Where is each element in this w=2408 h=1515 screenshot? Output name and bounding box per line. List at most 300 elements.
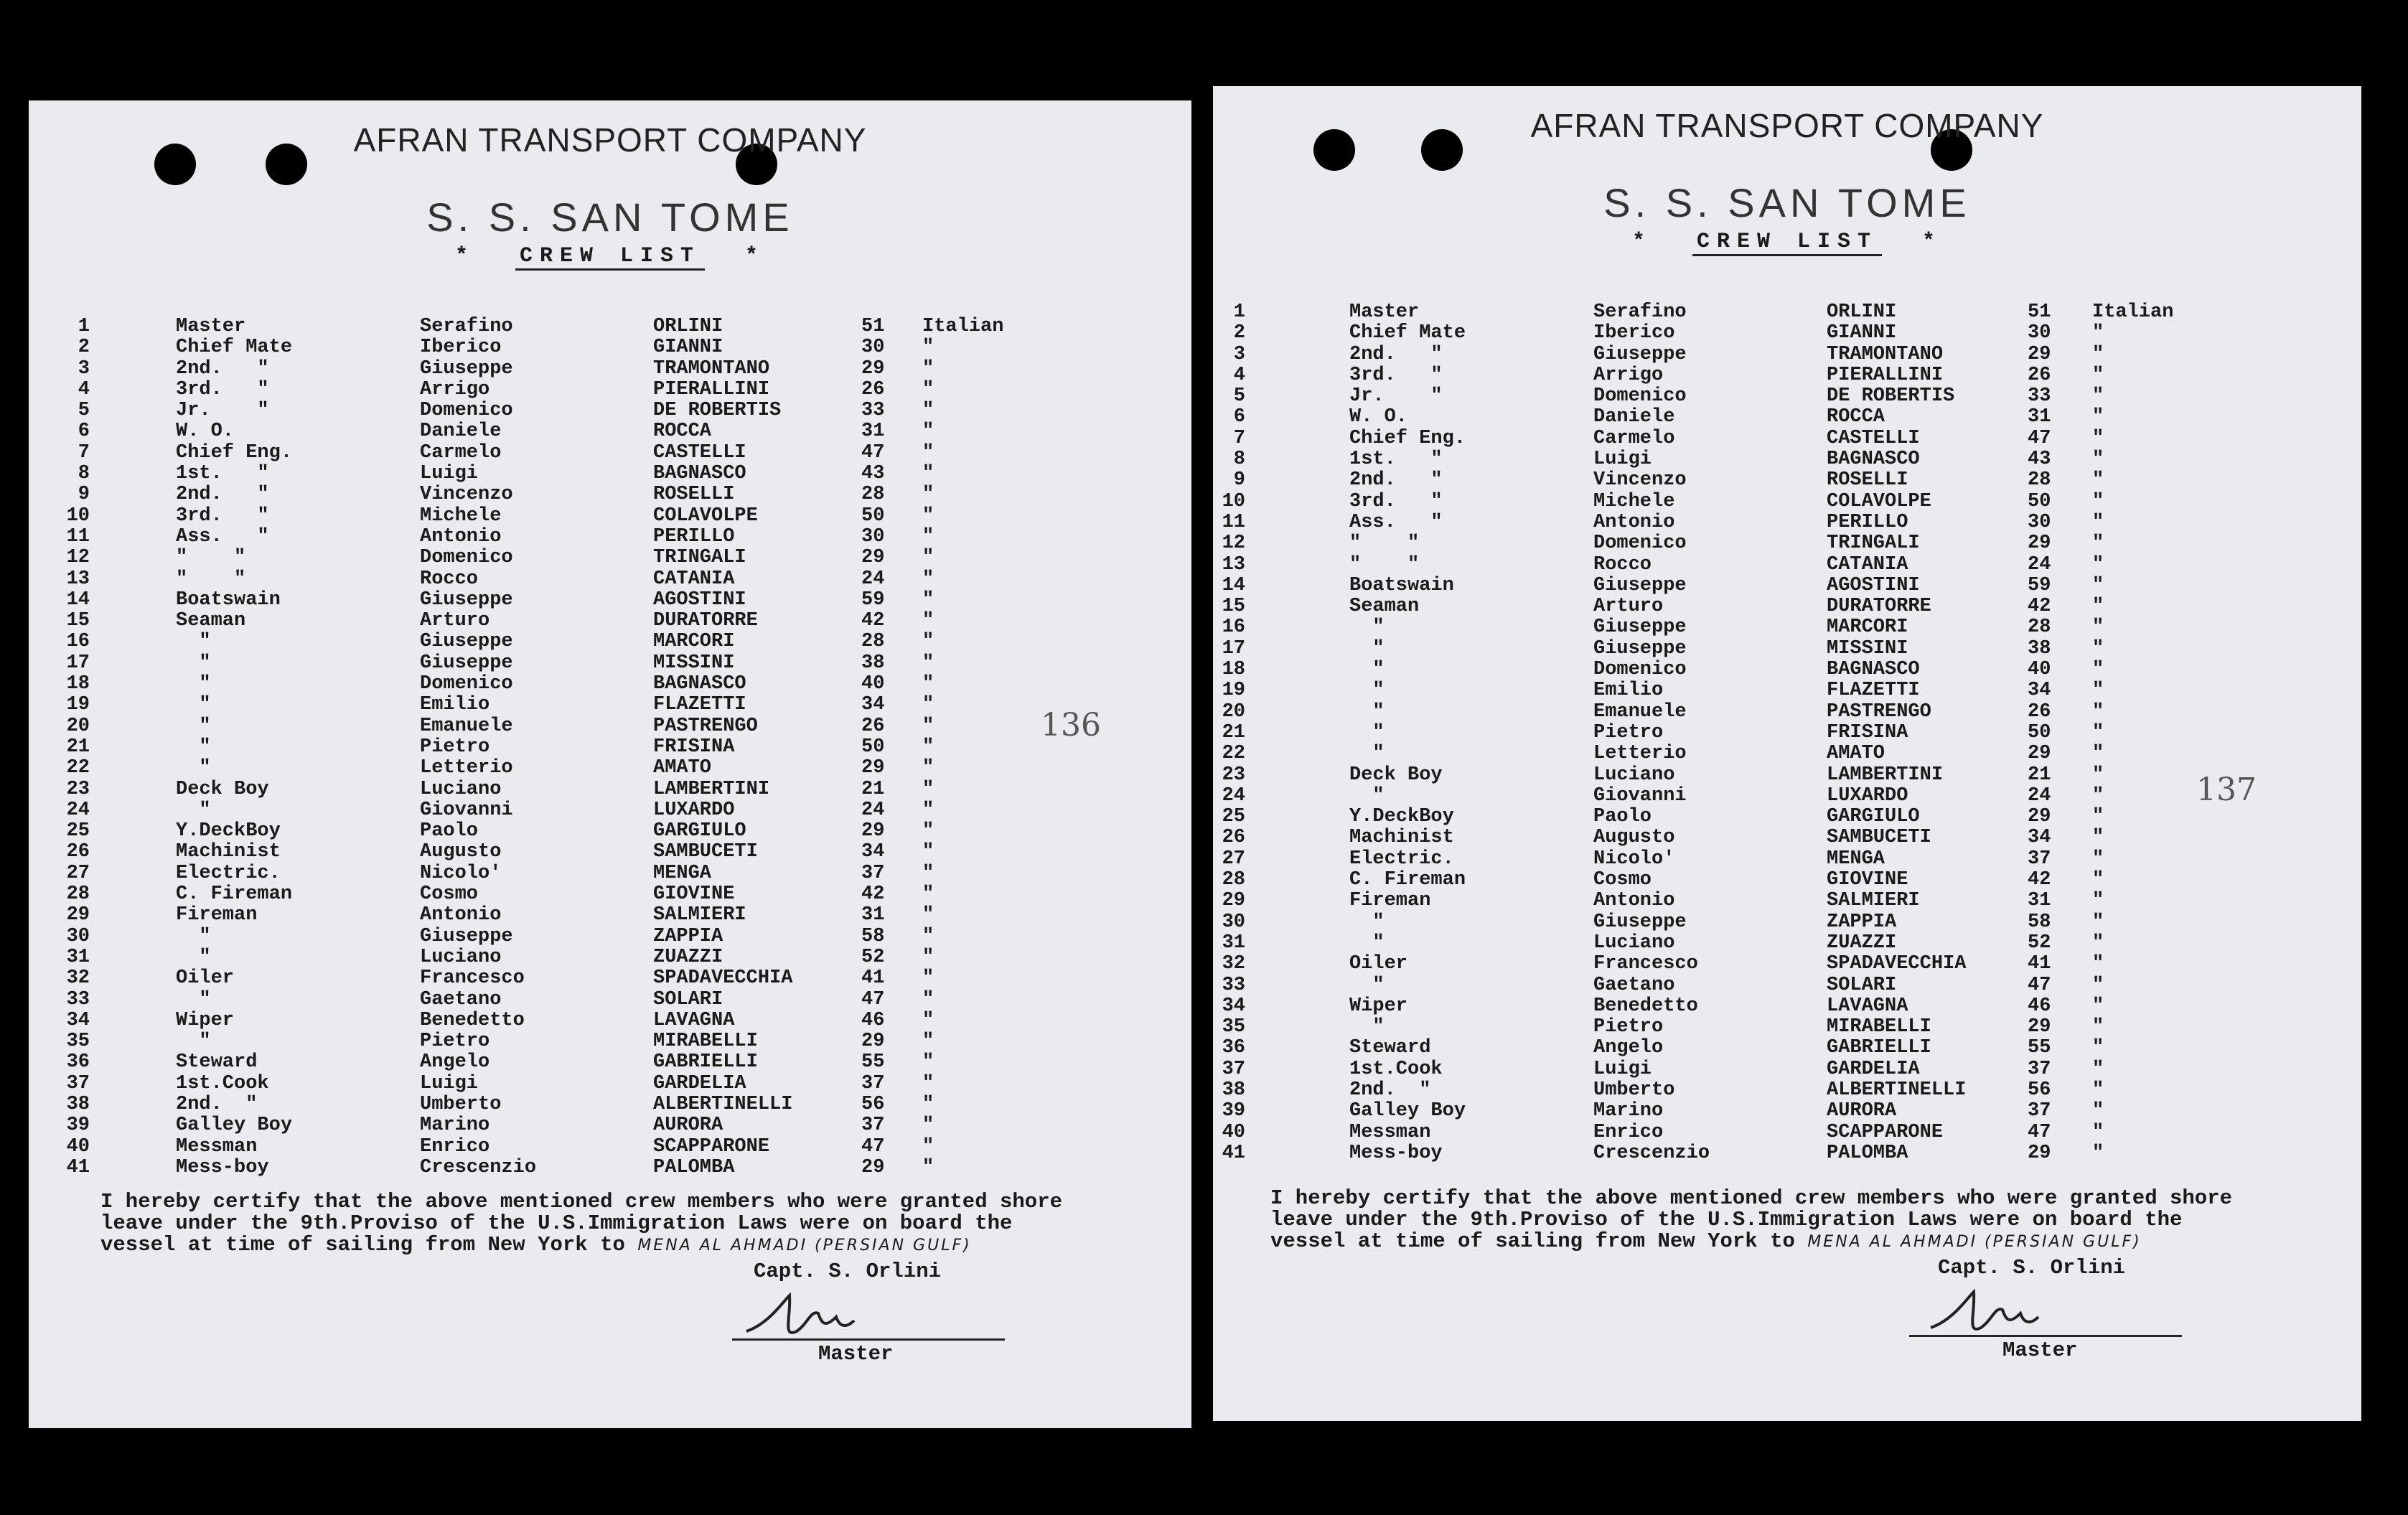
table-row <box>29 379 1191 400</box>
table-row <box>1213 975 2361 995</box>
crew-number: 33 <box>1222 974 1245 996</box>
crew-first-name: Domenico <box>1593 385 1687 408</box>
crew-rank: 2nd. " <box>1349 1079 1431 1101</box>
crew-age: 29 <box>2028 743 2051 765</box>
crew-first-name: Serafino <box>420 316 513 337</box>
crew-age: 28 <box>2028 616 2051 639</box>
table-row <box>1213 1016 2361 1037</box>
crew-number: 20 <box>66 715 90 737</box>
crew-rank: Boatswain <box>176 588 281 611</box>
crew-number: 7 <box>78 441 90 464</box>
table-row <box>29 1115 1191 1135</box>
table-row <box>1213 890 2361 911</box>
table-row <box>29 337 1191 357</box>
crew-surname: PALOMBA <box>653 1156 735 1178</box>
crew-surname: PIERALLINI <box>653 378 770 400</box>
crew-number: 36 <box>1222 1037 1245 1059</box>
crew-surname: SALMIERI <box>1827 890 1920 912</box>
crew-number: 24 <box>1222 784 1245 807</box>
crew-first-name: Letterio <box>420 757 513 779</box>
table-row <box>1213 512 2361 533</box>
crew-rank: Oiler <box>176 967 235 990</box>
company-name: AFRAN TRANSPORT COMPANY <box>353 121 867 159</box>
crew-surname: PALOMBA <box>1827 1142 1908 1164</box>
crew-first-name: Francesco <box>1593 953 1698 975</box>
crew-surname: FLAZETTI <box>653 694 746 716</box>
crew-number: 32 <box>1222 953 1245 975</box>
crew-number: 5 <box>1233 385 1245 408</box>
crew-surname: MIRABELLI <box>1827 1016 1931 1038</box>
crew-first-name: Giuseppe <box>420 652 513 674</box>
table-row <box>29 673 1191 694</box>
handwritten-destination: MENA AL AHMADI (PERSIAN GULF) <box>1807 1233 2142 1251</box>
crew-age: 29 <box>861 547 885 569</box>
crew-age: 50 <box>2028 490 2051 512</box>
table-row <box>1213 785 2361 806</box>
table-row <box>29 757 1191 778</box>
crew-surname: BAGNASCO <box>1827 659 1920 681</box>
crew-number: 26 <box>1222 827 1245 849</box>
crew-first-name: Serafino <box>1593 301 1687 323</box>
crew-number: 32 <box>66 967 90 990</box>
crew-first-name: Luigi <box>420 463 479 485</box>
crew-surname: ALBERTINELLI <box>653 1093 793 1115</box>
table-row <box>29 1073 1191 1094</box>
crew-nationality: " <box>922 736 934 758</box>
table-row <box>1213 911 2361 932</box>
crew-first-name: Luigi <box>1593 449 1652 471</box>
table-row <box>1213 406 2361 427</box>
crew-rank: " <box>176 673 211 695</box>
crew-number: 37 <box>66 1072 90 1094</box>
crew-age: 43 <box>861 463 885 485</box>
crew-rank: 2nd. " <box>176 357 269 380</box>
table-row <box>29 799 1191 820</box>
crew-rank: " <box>176 631 211 653</box>
crew-first-name: Crescenzio <box>420 1156 537 1178</box>
master-label: Master <box>818 1342 894 1366</box>
crew-nationality: " <box>922 1051 934 1074</box>
table-row <box>29 1010 1191 1031</box>
company-name: AFRAN TRANSPORT COMPANY <box>1530 107 2044 144</box>
table-row <box>29 841 1191 862</box>
table-row <box>29 904 1191 925</box>
crew-nationality: " <box>922 547 934 569</box>
captain-name: Capt. S. Orlini <box>754 1260 942 1283</box>
table-row <box>29 1051 1191 1072</box>
crew-rank: 2nd. " <box>1349 469 1443 492</box>
crew-rank: " <box>1349 974 1385 996</box>
table-row <box>29 442 1191 463</box>
crew-number: 30 <box>1222 911 1245 933</box>
crew-number: 25 <box>66 820 90 843</box>
table-row <box>29 1094 1191 1115</box>
crew-first-name: Emilio <box>1593 680 1664 702</box>
crew-nationality: " <box>922 463 934 485</box>
crew-rank: Chief Eng. <box>176 441 293 464</box>
crew-number: 17 <box>66 652 90 674</box>
crew-surname: ROCCA <box>1827 406 1885 428</box>
crew-surname: SAMBUCETI <box>653 841 758 863</box>
list-title: * CREW LIST * <box>29 244 1191 268</box>
crew-first-name: Arrigo <box>1593 364 1664 386</box>
crew-age: 31 <box>861 904 885 927</box>
table-row <box>29 631 1191 652</box>
crew-surname: ZAPPIA <box>653 925 723 947</box>
crew-number: 4 <box>78 378 90 400</box>
signature-line <box>1909 1335 2182 1337</box>
crew-age: 56 <box>861 1093 885 1115</box>
crew-first-name: Giuseppe <box>1593 616 1687 639</box>
crew-surname: GARDELIA <box>653 1072 746 1094</box>
crew-nationality: " <box>2092 364 2104 386</box>
crew-rank: Chief Mate <box>176 337 293 359</box>
crew-age: 33 <box>861 400 885 422</box>
crew-rank: Ass. " <box>176 525 269 548</box>
crew-rank: " " <box>1349 533 1420 555</box>
crew-age: 50 <box>861 736 885 758</box>
crew-surname: DURATORRE <box>653 610 758 632</box>
crew-rank: Machinist <box>1349 827 1454 849</box>
crew-surname: BAGNASCO <box>1827 449 1920 471</box>
crew-age: 41 <box>861 967 885 990</box>
crew-rank: " <box>1349 616 1385 639</box>
crew-number: 22 <box>1222 743 1245 765</box>
crew-number: 14 <box>66 588 90 611</box>
crew-number: 1 <box>78 316 90 337</box>
crew-age: 42 <box>861 610 885 632</box>
crew-nationality: Italian <box>2092 301 2174 323</box>
table-row <box>29 316 1191 337</box>
crew-number: 23 <box>66 778 90 800</box>
crew-number: 25 <box>1222 806 1245 828</box>
crew-nationality: " <box>2092 743 2104 765</box>
crew-age: 29 <box>2028 533 2051 555</box>
crew-rank: Deck Boy <box>1349 764 1443 786</box>
crew-first-name: Domenico <box>420 673 513 695</box>
crew-rank: 3rd. " <box>1349 490 1443 512</box>
crew-number: 28 <box>1222 869 1245 891</box>
crew-rank: 1st.Cook <box>176 1072 269 1094</box>
crew-rank: Seaman <box>1349 596 1420 618</box>
crew-rank: Steward <box>176 1051 258 1074</box>
crew-nationality: " <box>2092 1079 2104 1101</box>
crew-rank: Ass. " <box>1349 511 1443 533</box>
table-row <box>1213 469 2361 490</box>
crew-surname: SALMIERI <box>653 904 746 927</box>
crew-surname: MISSINI <box>1827 637 1908 660</box>
crew-rank: Wiper <box>1349 995 1408 1017</box>
crew-surname: DE ROBERTIS <box>653 400 782 422</box>
table-row <box>1213 616 2361 637</box>
table-row <box>1213 953 2361 974</box>
crew-first-name: Luciano <box>1593 932 1675 954</box>
table-row <box>29 863 1191 883</box>
crew-age: 50 <box>2028 721 2051 744</box>
crew-age: 37 <box>2028 848 2051 870</box>
crew-number: 7 <box>1233 427 1245 449</box>
crew-first-name: Emanuele <box>420 715 513 737</box>
crew-age: 29 <box>2028 343 2051 365</box>
crew-age: 31 <box>861 421 885 443</box>
crew-number: 18 <box>66 673 90 695</box>
table-row <box>29 652 1191 673</box>
crew-rank: Master <box>176 316 246 337</box>
crew-nationality: " <box>922 568 934 590</box>
crew-first-name: Domenico <box>1593 659 1687 681</box>
crew-nationality: " <box>922 694 934 716</box>
crew-nationality: " <box>922 883 934 906</box>
crew-nationality: " <box>922 441 934 464</box>
crew-nationality: " <box>922 588 934 611</box>
crew-age: 47 <box>2028 427 2051 449</box>
crew-surname: TRINGALI <box>1827 533 1920 555</box>
table-row <box>29 694 1191 715</box>
crew-nationality: " <box>2092 953 2104 975</box>
crew-age: 29 <box>861 757 885 779</box>
table-row <box>29 610 1191 631</box>
crew-first-name: Pietro <box>1593 1016 1664 1038</box>
crew-nationality: " <box>2092 700 2104 723</box>
crew-rank: Oiler <box>1349 953 1408 975</box>
crew-surname: GARGIULO <box>653 820 746 843</box>
crew-age: 24 <box>2028 784 2051 807</box>
crew-nationality: " <box>922 1009 934 1031</box>
crew-rank: " <box>176 799 211 821</box>
crew-rank: Messman <box>176 1135 258 1158</box>
crew-rank: 2nd. " <box>176 484 269 506</box>
table-row <box>1213 344 2361 365</box>
crew-table <box>1213 301 2361 1163</box>
crew-surname: LAVAGNA <box>1827 995 1908 1017</box>
crew-first-name: Emanuele <box>1593 700 1687 723</box>
crew-first-name: Enrico <box>420 1135 490 1158</box>
table-row <box>1213 995 2361 1016</box>
crew-rank: Electric. <box>176 862 281 884</box>
crew-age: 50 <box>861 505 885 527</box>
crew-surname: GABRIELLI <box>1827 1037 1931 1059</box>
crew-nationality: " <box>2092 1037 2104 1059</box>
crew-first-name: Giuseppe <box>420 357 513 380</box>
crew-age: 56 <box>2028 1079 2051 1101</box>
crew-surname: PIERALLINI <box>1827 364 1944 386</box>
ship-name: S. S. SAN TOME <box>426 194 794 240</box>
crew-age: 37 <box>2028 1100 2051 1122</box>
crew-number: 29 <box>66 904 90 927</box>
crew-age: 59 <box>2028 574 2051 596</box>
crew-rank: " <box>1349 743 1385 765</box>
crew-nationality: " <box>922 1072 934 1094</box>
crew-number: 10 <box>1222 490 1245 512</box>
crew-age: 51 <box>861 316 885 337</box>
crew-rank: Mess-boy <box>1349 1142 1443 1164</box>
crew-age: 52 <box>2028 932 2051 954</box>
crew-surname: LAVAGNA <box>653 1009 735 1031</box>
crew-surname: FLAZETTI <box>1827 680 1920 702</box>
crew-surname: TRINGALI <box>653 547 746 569</box>
crew-number: 31 <box>1222 932 1245 954</box>
crew-surname: AGOSTINI <box>653 588 746 611</box>
table-row <box>1213 659 2361 680</box>
crew-first-name: Benedetto <box>1593 995 1698 1017</box>
crew-age: 55 <box>861 1051 885 1074</box>
master-label: Master <box>2002 1338 2078 1362</box>
crew-rank: " <box>176 736 211 758</box>
crew-surname: CATANIA <box>653 568 735 590</box>
crew-nationality: " <box>2092 616 2104 639</box>
crew-nationality: Italian <box>922 316 1004 337</box>
crew-surname: MIRABELLI <box>653 1031 758 1053</box>
crew-rank: " <box>176 988 211 1010</box>
crew-age: 29 <box>2028 1016 2051 1038</box>
crew-first-name: Angelo <box>1593 1037 1664 1059</box>
crew-nationality: " <box>922 400 934 422</box>
crew-surname: CATANIA <box>1827 553 1908 576</box>
crew-age: 34 <box>2028 680 2051 702</box>
crew-nationality: " <box>2092 1016 2104 1038</box>
table-row <box>29 947 1191 967</box>
table-row <box>1213 701 2361 722</box>
crew-age: 37 <box>2028 1058 2051 1080</box>
crew-surname: GARGIULO <box>1827 806 1920 828</box>
crew-number: 21 <box>66 736 90 758</box>
crew-surname: DE ROBERTIS <box>1827 385 1955 408</box>
crew-number: 41 <box>1222 1142 1245 1164</box>
crew-age: 47 <box>861 988 885 1010</box>
crew-surname: SOLARI <box>1827 974 1897 996</box>
crew-first-name: Nicolo' <box>420 862 502 884</box>
crew-first-name: Giuseppe <box>1593 911 1687 933</box>
signature-line <box>732 1338 1005 1341</box>
crew-nationality: " <box>922 841 934 863</box>
crew-rank: " <box>1349 700 1385 723</box>
crew-rank: C. Fireman <box>1349 869 1466 891</box>
crew-surname: SCAPPARONE <box>1827 1121 1944 1143</box>
crew-rank: Jr. " <box>1349 385 1443 408</box>
crew-first-name: Letterio <box>1593 743 1687 765</box>
table-row <box>1213 869 2361 890</box>
crew-nationality: " <box>922 988 934 1010</box>
crew-first-name: Arrigo <box>420 378 490 400</box>
crew-nationality: " <box>922 799 934 821</box>
crew-first-name: Arturo <box>420 610 490 632</box>
crew-number: 24 <box>66 799 90 821</box>
table-row <box>1213 1059 2361 1079</box>
crew-nationality: " <box>922 357 934 380</box>
crew-number: 4 <box>1233 364 1245 386</box>
crew-surname: LUXARDO <box>653 799 735 821</box>
crew-surname: ZAPPIA <box>1827 911 1897 933</box>
crew-first-name: Pietro <box>1593 721 1664 744</box>
list-title: * CREW LIST * <box>1213 230 2361 254</box>
captain-name: Capt. S. Orlini <box>1938 1256 2126 1280</box>
crew-rank: Chief Mate <box>1349 322 1466 344</box>
crew-rank: " <box>1349 932 1385 954</box>
crew-nationality: " <box>922 673 934 695</box>
table-row <box>1213 322 2361 343</box>
table-row <box>29 716 1191 736</box>
crew-nationality: " <box>2092 764 2104 786</box>
crew-number: 23 <box>1222 764 1245 786</box>
crew-first-name: Michele <box>1593 490 1675 512</box>
crew-surname: SPADAVECCHIA <box>1827 953 1967 975</box>
crew-nationality: " <box>2092 721 2104 744</box>
crew-first-name: Carmelo <box>420 441 502 464</box>
crew-rank: " <box>176 694 211 716</box>
crew-nationality: " <box>922 652 934 674</box>
crew-surname: GARDELIA <box>1827 1058 1920 1080</box>
crew-age: 28 <box>2028 469 2051 492</box>
crew-first-name: Gaetano <box>1593 974 1675 996</box>
crew-number: 14 <box>1222 574 1245 596</box>
crew-nationality: " <box>2092 406 2104 428</box>
crew-number: 30 <box>66 925 90 947</box>
crew-first-name: Arturo <box>1593 596 1664 618</box>
crew-first-name: Luciano <box>420 946 502 968</box>
crew-number: 35 <box>1222 1016 1245 1038</box>
crew-number: 19 <box>1222 680 1245 702</box>
crew-nationality: " <box>922 505 934 527</box>
crew-number: 2 <box>78 337 90 359</box>
crew-rank: 2nd. " <box>176 1093 258 1115</box>
crew-first-name: Nicolo' <box>1593 848 1675 870</box>
crew-nationality: " <box>2092 574 2104 596</box>
crew-rank: " <box>1349 721 1385 744</box>
crew-rank: Y.DeckBoy <box>1349 806 1454 828</box>
table-row <box>29 463 1191 484</box>
table-row <box>29 547 1191 568</box>
crew-first-name: Giuseppe <box>420 631 513 653</box>
table-row <box>1213 365 2361 385</box>
crew-first-name: Paolo <box>1593 806 1652 828</box>
crew-age: 31 <box>2028 890 2051 912</box>
table-row <box>1213 932 2361 953</box>
crew-nationality: " <box>2092 806 2104 828</box>
crew-first-name: Augusto <box>420 841 502 863</box>
crew-first-name: Augusto <box>1593 827 1675 849</box>
crew-number: 28 <box>66 883 90 906</box>
crew-first-name: Antonio <box>1593 511 1675 533</box>
crew-nationality: " <box>2092 1121 2104 1143</box>
crew-age: 26 <box>2028 700 2051 723</box>
crew-surname: PERILLO <box>1827 511 1908 533</box>
crew-first-name: Vincenzo <box>1593 469 1687 492</box>
page-number-stamp: 137 <box>2196 771 2257 808</box>
crew-number: 40 <box>1222 1121 1245 1143</box>
crew-first-name: Carmelo <box>1593 427 1675 449</box>
crew-nationality: " <box>2092 869 2104 891</box>
crew-number: 11 <box>1222 511 1245 533</box>
certification-text: I hereby certify that the above mentioned crew members who were granted shore leave under the 9th.Proviso of the U.S.Immigration Laws were on board the vessel at time of sailing from New York to MENA AL AHMADI (PERSIAN GULF) <box>100 1190 1063 1257</box>
crew-surname: BAGNASCO <box>653 673 746 695</box>
crew-number: 22 <box>66 757 90 779</box>
crew-age: 47 <box>861 441 885 464</box>
crew-nationality: " <box>2092 890 2104 912</box>
table-row <box>1213 1037 2361 1058</box>
crew-number: 6 <box>1233 406 1245 428</box>
crew-surname: FRISINA <box>1827 721 1908 744</box>
table-row <box>29 926 1191 947</box>
crew-first-name: Luciano <box>420 778 502 800</box>
table-row <box>1213 743 2361 764</box>
crew-rank: " " <box>176 568 246 590</box>
crew-surname: SAMBUCETI <box>1827 827 1931 849</box>
table-row <box>1213 806 2361 827</box>
crew-number: 6 <box>78 421 90 443</box>
crew-number: 16 <box>66 631 90 653</box>
table-row <box>29 421 1191 441</box>
crew-first-name: Giuseppe <box>1593 637 1687 660</box>
